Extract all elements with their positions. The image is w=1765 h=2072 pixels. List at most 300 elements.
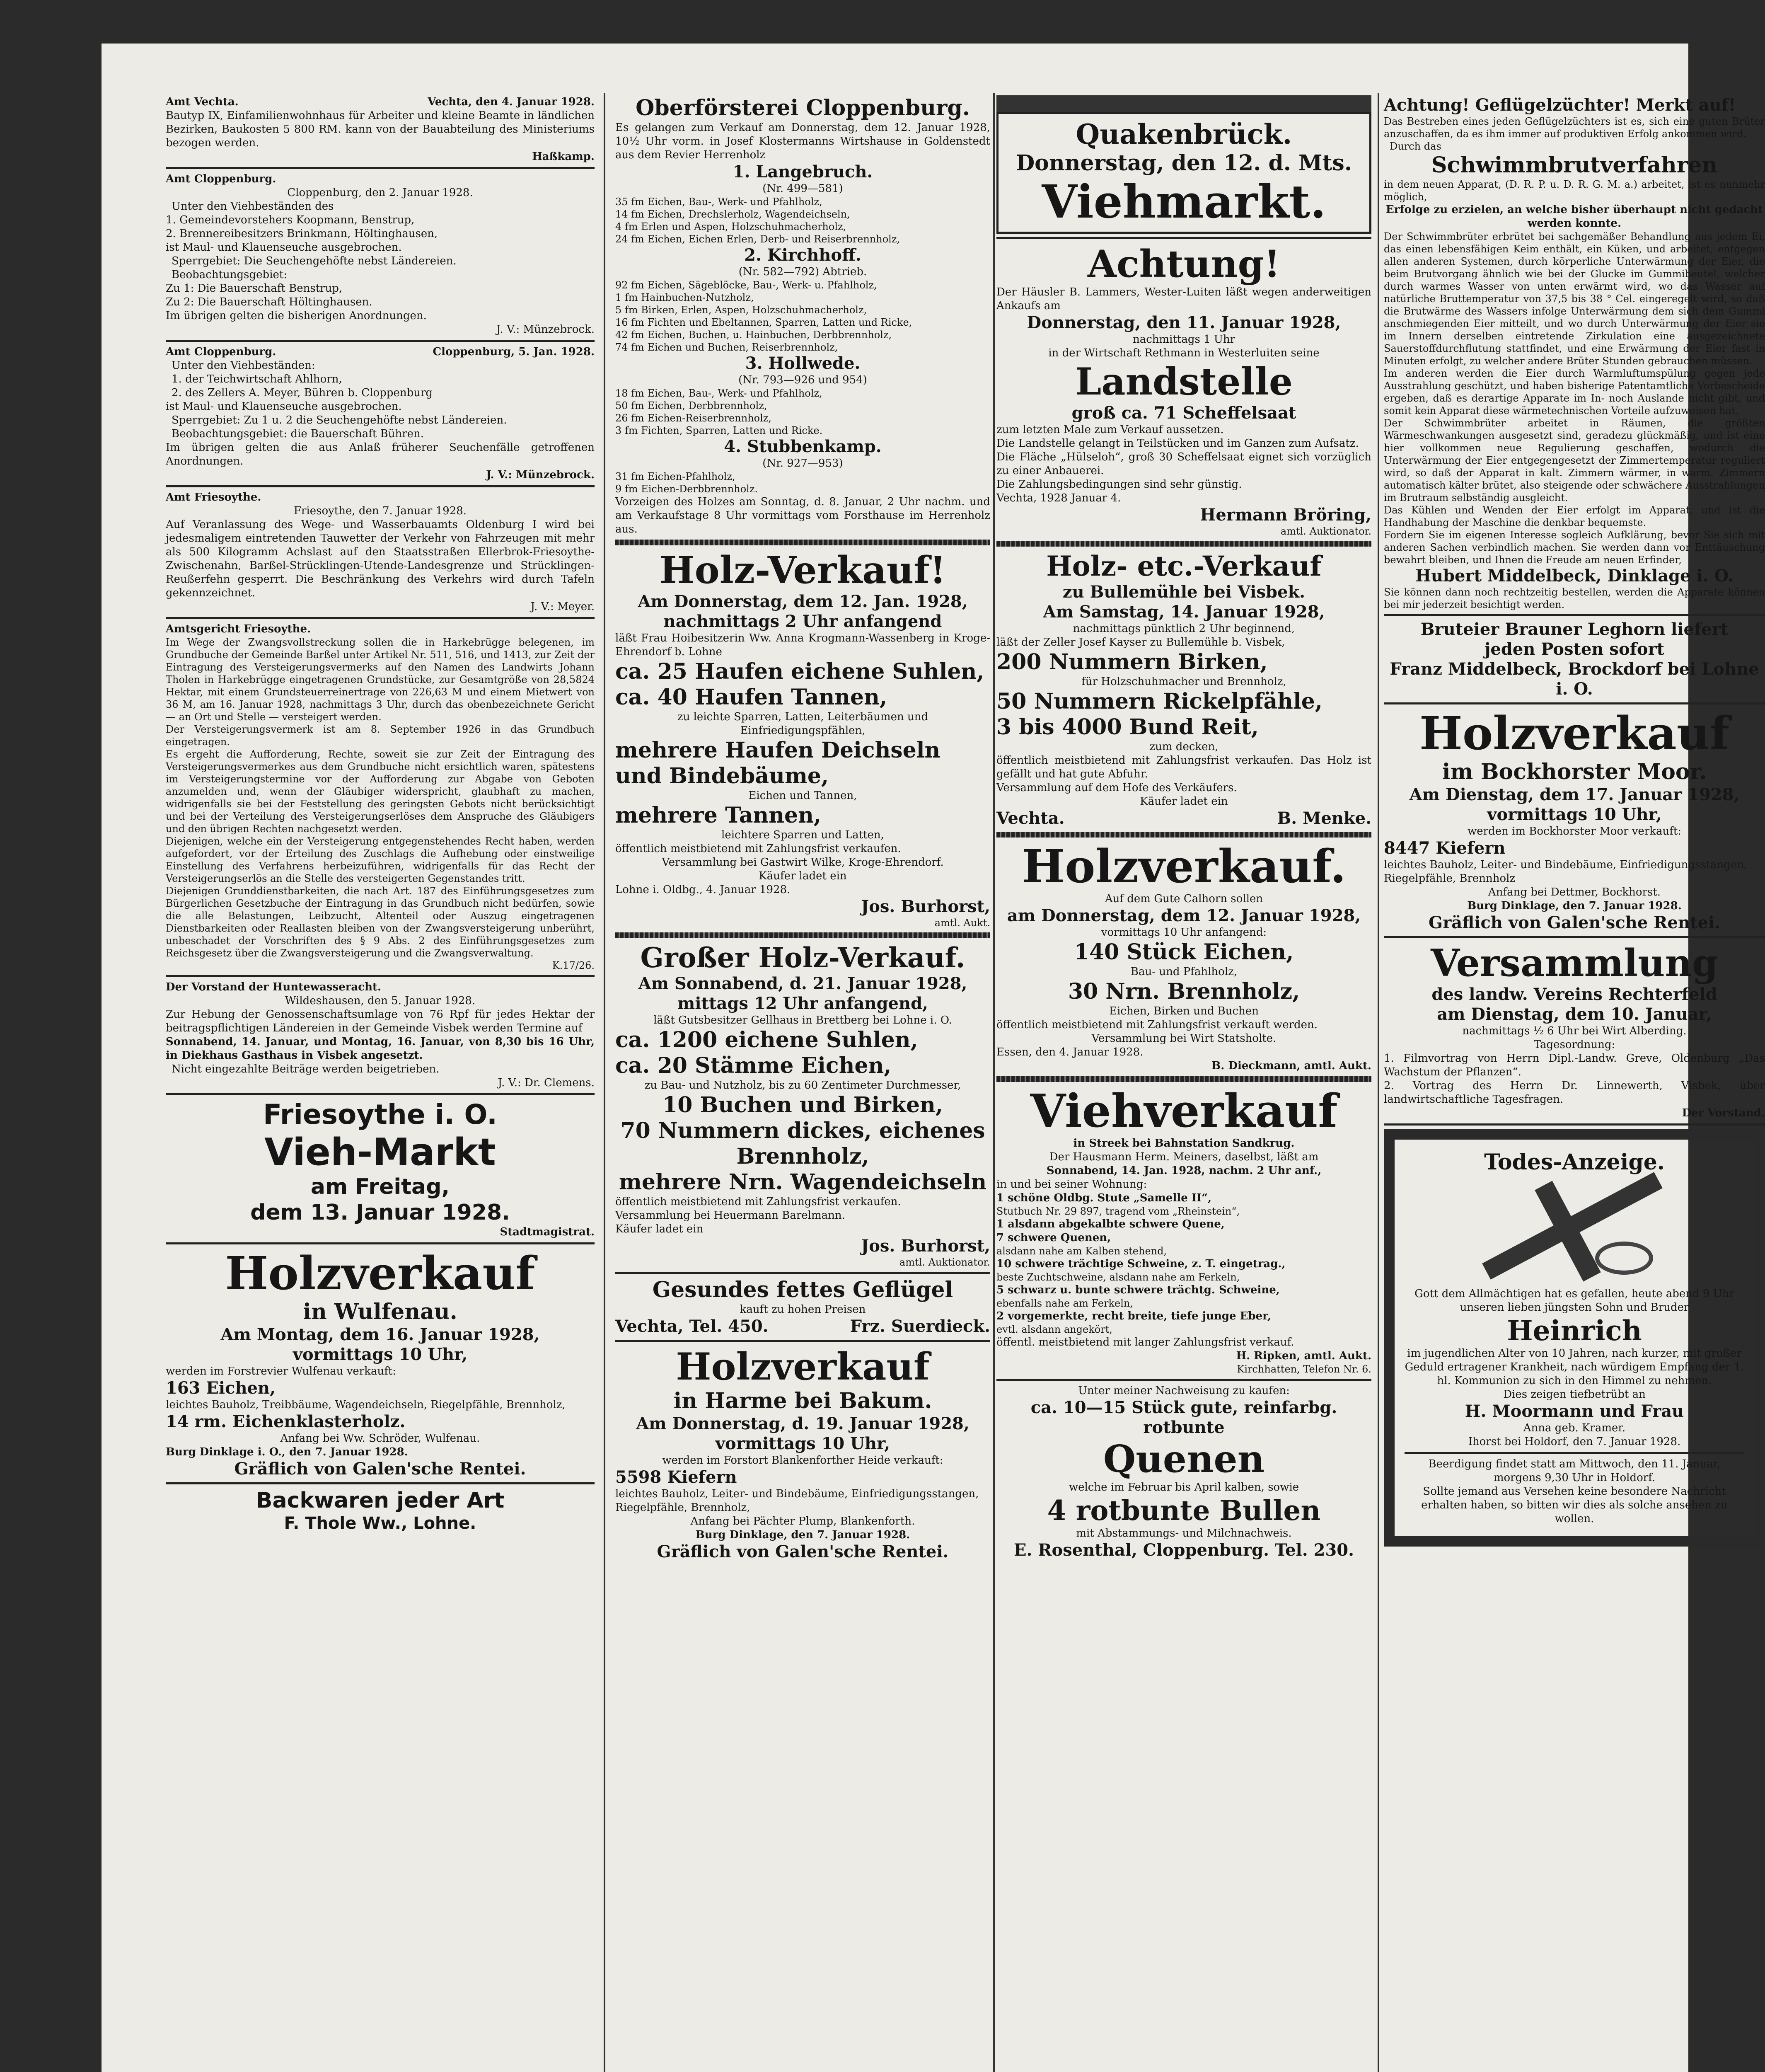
ad-signature: Gräflich von Galen'sche Rentei.: [1429, 913, 1720, 932]
ad-date: am Dienstag, dem 10. Januar,: [1437, 1005, 1712, 1024]
ad-text: werden im Forstort Blankenforther Heide verkauft:: [662, 1454, 943, 1467]
ad-title: Holzverkauf.: [1022, 840, 1346, 893]
ad-text: Versammlung bei Wirt Statsholte.: [1091, 1032, 1277, 1045]
ad-line: 9 fm Eichen-Derbbrennholz.: [615, 483, 758, 495]
ad-signature: Franz Middelbeck, Brockdorf bei Lohne i. O.: [1390, 659, 1759, 699]
ad-signature: Jos. Burhorst,: [861, 1236, 990, 1256]
ad-title: Quenen: [1103, 1437, 1265, 1481]
ad-item-detail: ebenfalls nahe am Ferkeln,: [996, 1297, 1133, 1309]
ad-item-detail: leichtere Sparren und Latten,: [721, 829, 884, 841]
notice-date: Cloppenburg, 5. Jan. 1928.: [433, 346, 595, 358]
notice-huntewasseracht: [166, 980, 595, 1090]
ad-subhead: 1. Langebruch.: [733, 162, 873, 182]
ad-versammlung: [1384, 942, 1765, 1120]
ad-text: öffentl. meistbietend mit langer Zahlungsfrist verkauf.: [996, 1336, 1294, 1348]
ad-signature: Gräflich von Galen'sche Rentei.: [657, 1542, 949, 1561]
ad-name: Heinrich: [1507, 1314, 1642, 1347]
divider: [166, 1242, 595, 1244]
ad-text: Käufer ladet ein: [1140, 795, 1228, 808]
ad-title: Schwimmbrutverfahren: [1431, 152, 1717, 178]
ad-item: 140 Stück Eichen,: [1074, 939, 1294, 965]
ad-text: Das Bestreben eines jeden Geflügelzüchters ist es, sich eine guten Brüter anzuschaffen, da es ihm immer auf produktiven Erfolg ankommen wird.: [1384, 116, 1765, 140]
ad-title: Holzverkauf: [676, 1345, 930, 1389]
ad-place: im Bockhorster Moor.: [1442, 759, 1707, 784]
ad-text: zum letzten Male zum Verkauf aussetzen.: [996, 424, 1224, 436]
ad-date: Burg Dinklage i. O., den 7. Januar 1928.: [166, 1446, 408, 1458]
newspaper-page: [102, 44, 1765, 2072]
ad-text: Fordern Sie im eigenen Interesse sogleich Aufklärung, bevor Sie sich mit anderen Sachen verbindlich machen. Sie werden dann vor Enttäuschung bewahrt bleiben, und Ihnen die Freude am neuen Erfinder,: [1384, 529, 1765, 566]
ad-signature: E. Rosenthal, Cloppenburg. Tel. 230.: [1013, 1540, 1354, 1560]
ad-text: Der Häusler B. Lammers, Wester-Luiten läßt wegen anderweitigen Ankaufs am: [996, 286, 1371, 312]
ad-signature-title: amtl. Auktionator.: [1280, 525, 1371, 537]
ad-signature: Gräflich von Galen'sche Rentei.: [234, 1459, 526, 1479]
ad-quakenbrueck-viehmarkt: [996, 112, 1371, 234]
ad-holzverkauf-harme: [615, 1345, 990, 1562]
ad-title: Bruteier Brauner Leghorn liefert: [1420, 620, 1729, 639]
ad-viehverkauf: [996, 1085, 1371, 1375]
ad-text: Durch das: [1390, 140, 1441, 152]
notice-text: Nicht eingezahlte Beiträge werden beigetrieben.: [172, 1063, 440, 1075]
ad-signature: Hermann Bröring,: [1200, 505, 1371, 525]
notice-date: Vechta, den 4. Januar 1928.: [428, 96, 595, 108]
ad-time: nachmittags 1 Uhr: [1132, 333, 1236, 346]
notice-text: Diejenigen, welche ein der Versteigerung entgegenstehendes Recht haben, werden aufgefordert, vor der Erteilung des Zuschlags die Aufhebung oder einstweilige Einstellung des Verfahrens herbeizuführen, widrigenfalls für das Recht der Versteigerungserlös an die Stelle des versteigerten Gegenstandes tritt.: [166, 835, 595, 884]
ad-subhead: 3. Hollwede.: [745, 353, 861, 373]
ad-contact: Vechta, Tel. 450.: [615, 1317, 769, 1336]
ad-text: Versammlung bei Gastwirt Wilke, Kroge-Ehrendorf.: [662, 856, 944, 869]
ad-item: 5 schwarz u. bunte schwere trächtg. Schweine,: [996, 1284, 1280, 1296]
ad-signature: Frz. Suerdieck.: [850, 1317, 990, 1336]
ad-title: Backwaren jeder Art: [256, 1488, 505, 1513]
divider: [615, 540, 990, 545]
notice-text: Unter den Viehbeständen:: [172, 359, 315, 372]
ad-line: 42 fm Eichen, Buchen, u. Hainbuchen, Derbbrennholz,: [615, 329, 892, 341]
notice-line: Sperrgebiet: Zu 1 u. 2 die Seuchengehöfte nebst Ländereien.: [172, 414, 507, 426]
ad-grosser-holz-verkauf: [615, 942, 990, 1268]
notice-line: 2. des Zellers A. Meyer, Bühren b. Cloppenburg: [172, 387, 433, 399]
divider: [996, 237, 1371, 239]
ad-signature: Der Vorstand.: [1682, 1107, 1765, 1119]
notice-signature: J. V.: Meyer.: [530, 600, 595, 613]
ad-time: vormittags 10 Uhr,: [293, 1345, 468, 1364]
ad-item: 2 vorgemerkte, recht breite, tiefe junge Eber,: [996, 1310, 1272, 1322]
ad-text: öffentlich meistbietend mit Zahlungsfrist verkaufen.: [615, 1196, 901, 1208]
ad-text: Im anderen werden die Eier durch Warmluftumspülung gegen jede Ausstrahlung geschützt, und haben bisherige Patentamtliche Vorbescheide ergeben, daß es derartige Apparate im In- noch Auslande nicht gibt, und somit kein Apparat diese wärmetechnischen Vorteile aufzuweisen hat.: [1384, 368, 1765, 416]
ad-holzverkauf-bockhorst: [1384, 708, 1765, 933]
ad-item-detail: für Holzschuhmacher und Brennholz,: [1081, 675, 1286, 688]
ad-text: kauft zu hohen Preisen: [740, 1303, 866, 1316]
ad-line: 31 fm Eichen-Pfahlholz,: [615, 471, 735, 482]
ad-date: dem 13. Januar 1928.: [250, 1200, 510, 1225]
column-rule: [993, 93, 995, 2072]
ad-item: 10 Buchen und Birken,: [662, 1092, 943, 1118]
ad-text: Anfang bei Pächter Plump, Blankenforth.: [690, 1515, 915, 1527]
ad-title: Viehmarkt.: [1042, 175, 1326, 228]
notice-line: Zu 2: Die Bauerschaft Höltinghausen.: [166, 296, 372, 308]
ad-text: öffentlich meistbietend mit Zahlungsfrist verkaufen. Das Holz ist gefällt und hat gute Abfuhr.: [996, 754, 1371, 780]
notice-text: Zur Hebung der Genossenschaftsumlage von 76 Rpf für jedes Hektar der beitragspflichtigen Ländereien in der Gemeinde Visbek werden Termine auf: [166, 1008, 595, 1034]
ad-place: in Streek bei Bahnstation Sandkrug.: [1073, 1137, 1295, 1150]
notice-line: 2. Brennereibesitzers Brinkmann, Höltinghausen,: [166, 228, 438, 240]
ad-time: nachmittags ½ 6 Uhr bei Wirt Alberding.: [1462, 1025, 1687, 1037]
ad-line: 18 fm Eichen, Bau-, Werk- und Pfahlholz,: [615, 387, 822, 399]
ad-time: vormittags 10 Uhr anfangend:: [1101, 926, 1267, 939]
ad-item: 1 alsdann abgekalbte schwere Quene,: [996, 1218, 1225, 1230]
ad-title: 4 rotbunte Bullen: [1047, 1494, 1321, 1527]
ad-text: werden im Bockhorster Moor verkauft:: [1467, 825, 1682, 838]
ad-title: Achtung!: [1088, 242, 1280, 286]
ad-text: Vorzeigen des Holzes am Sonntag, d. 8. Januar, 2 Uhr nachm. und am Verkaufstage 8 Uhr vormittags vom Forsthause im Herrenholz aus.: [615, 496, 990, 535]
ad-oberfoersterei: [615, 95, 990, 536]
notice-text: Der Versteigerungsvermerk ist am 8. September 1926 in das Grundbuch eingetragen.: [166, 724, 595, 748]
ad-text: öffentlich meistbietend mit Zahlungsfrist verkauft werden.: [996, 1019, 1318, 1031]
notice-line: ist Maul- und Klauenseuche ausgebrochen.: [166, 241, 402, 254]
ad-line: 16 fm Fichten und Ebeltannen, Sparren, Latten und Ricke,: [615, 317, 912, 328]
ad-item-detail: zum decken,: [1149, 741, 1219, 753]
notice-heading: Amtsgericht Friesoythe.: [166, 623, 311, 635]
ad-item: 200 Nummern Birken,: [996, 649, 1268, 675]
ad-time: vormittags 10 Uhr,: [715, 1434, 890, 1453]
ad-text: Anfang bei Dettmer, Bockhorst.: [1488, 886, 1661, 898]
ad-title: Todes-Anzeige.: [1484, 1150, 1665, 1175]
divider: [996, 541, 1371, 547]
notice-text: Im Wege der Zwangsvollstreckung sollen die in Harkebrügge belegenen, im Grundbuche der Gemeinde Barßel unter Artikel Nr. 511, 516, und 1413, zur Zeit der Eintragung des Versteigerungsvermerks auf den Namen des Landwirts Johann Tholen in Harkebrügge eingetragenen Grundstücke, zur Gesamtgröße von 28,5824 Hektar, mit einem Grundsteuerreinertrage von 226,63 M und einem Mietwert von 36 M, am 16. Januar 1928, nachmittags 3 Uhr, durch das obenbezeichnete Gericht — an Ort und Stelle — versteigert werden.: [166, 637, 595, 723]
ad-title: Holz-Verkauf!: [659, 548, 946, 592]
ad-date: Essen, den 4. Januar 1928.: [996, 1046, 1144, 1058]
ad-backwaren: [166, 1488, 595, 1533]
ad-line: 74 fm Eichen und Buchen, Reiserbrennholz,: [615, 341, 838, 353]
divider: [1384, 702, 1765, 704]
notice-date: Wildeshausen, den 5. Januar 1928.: [285, 995, 476, 1007]
ad-numbers: (Nr. 927—953): [762, 457, 843, 470]
notice-text: Bautyp IX, Einfamilienwohnhaus für Arbeiter und kleine Beamte in ländlichen Bezirken, Baukosten 5 800 RM. kann von der Bauabteilung des Ministeriums bezogen werden.: [166, 109, 595, 149]
ad-date: Am Dienstag, dem 17. Januar 1928,: [1409, 785, 1740, 804]
notice-text: Auf Veranlassung des Wege- und Wasserbauamts Oldenburg I wird bei jedesmaligem eintretenden Tauwetter der Verkehr von Fahrzeugen mit mehr als 500 Kilogramm Achslast auf den Staatsstraßen Ellerbrok-Friesoythe-Zwischenahn, Barßel-Strücklingen-Utende-Landesgrenze und Strücklingen-Reußerfehn gesperrt. Die Beschränkung des Verkehrs wird durch Tafeln gekennzeichnet.: [166, 518, 595, 599]
ad-holz-etc-verkauf: [996, 550, 1371, 828]
ad-date: Donnerstag, den 11. Januar 1928,: [1027, 313, 1341, 332]
ad-item: 1 schöne Oldbg. Stute „Samelle II“,: [996, 1192, 1212, 1204]
ad-subhead: Tagesordnung:: [1533, 1038, 1615, 1051]
notice-signature: J. V.: Münzebrock.: [496, 323, 595, 336]
ad-numbers: (Nr. 499—581): [762, 182, 843, 195]
ad-signature: Jos. Burhorst,: [861, 897, 990, 916]
ad-item-detail: Eichen, Birken und Buchen: [1109, 1005, 1259, 1017]
ad-todes-anzeige: [1384, 1129, 1765, 1547]
ad-item-detail: beste Zuchtschweine, alsdann nahe am Ferkeln,: [996, 1271, 1240, 1283]
ad-signature-title: amtl. Auktionator.: [899, 1256, 990, 1268]
ad-holzverkauf-calhorn: [996, 841, 1371, 1073]
ad-text: in dem neuen Apparat, (D. R. P. u. D. R. G. M. a.) arbeitet, ist es nunmehr möglich,: [1384, 179, 1765, 203]
ad-item: 50 Nummern Rickelpfähle,: [996, 689, 1323, 714]
ad-date: Am Donnerstag, d. 19. Januar 1928,: [636, 1414, 970, 1433]
ad-heading: Achtung! Geflügelzüchter! Merkt auf!: [1384, 95, 1736, 115]
divider: [996, 1076, 1371, 1082]
notice-amt-cloppenburg-1: [166, 172, 595, 336]
ad-date: am Freitag,: [310, 1174, 450, 1199]
ad-text: jeden Posten sofort: [1484, 639, 1665, 659]
ad-date: Am Montag, dem 16. Januar 1928,: [220, 1325, 540, 1344]
ad-title: Großer Holz-Verkauf.: [640, 942, 965, 974]
notice-signature: J. V.: Münzebrock.: [486, 469, 595, 481]
ad-text: läßt Gutsbesitzer Gellhaus in Brettberg bei Lohne i. O.: [653, 1014, 952, 1026]
ad-date: Burg Dinklage, den 7. Januar 1928.: [695, 1529, 910, 1541]
ad-item-detail: zu leichte Sparren, Latten, Leiterbäumen und Einfriedigungspfählen,: [677, 711, 928, 737]
ad-text: Sie können dann noch rechtzeitig bestellen, werden die Apparate können bei mir jederzeit besichtigt werden.: [1384, 586, 1765, 610]
column-3: [996, 95, 1371, 2072]
ad-time: nachmittags pünktlich 2 Uhr beginnend,: [1073, 622, 1295, 635]
ad-text: Gott dem Allmächtigen hat es gefallen, heute abend 9 Uhr unseren lieben jüngsten Sohn und Bruder: [1414, 1288, 1734, 1314]
ad-signature: F. Thole Ww., Lohne.: [284, 1514, 476, 1533]
notice-signature: Haßkamp.: [532, 150, 595, 163]
ad-date: Am Donnerstag, dem 12. Jan. 1928,: [638, 592, 968, 611]
notice-line: Beobachtungsgebiet:: [172, 269, 288, 281]
notice-date: Friesoythe, den 7. Januar 1928.: [293, 505, 467, 517]
ad-text: Die Landstelle gelangt in Teilstücken und im Ganzen zum Aufsatz.: [996, 437, 1359, 450]
ad-item: mehrere Tannen,: [615, 803, 821, 828]
divider: [1384, 936, 1765, 938]
divider: [166, 975, 595, 977]
notice-text: Diejenigen Grunddienstbarkeiten, die nach Art. 187 des Einführungsgesetzes zum Bürgerlichen Gesetzbuche der Eintragung in das Grundbuch nicht bedürfen, sowie die alle Belastungen, Leibzucht, Altenteil oder Auszug eingetragenen Dienstbarkeiten oder Reallasten bleiben von der Zwangsversteigerung unberührt, unbeschadet der Vorschriften des § 9 Abs. 2 des Einführungsgesetzes zum Reichsgesetz über die Zwangsversteigerung und die Zwangsverwaltung.: [166, 885, 595, 959]
ad-date: Vechta, 1928 Januar 4.: [996, 492, 1121, 504]
ad-line: 26 fm Eichen-Reiserbrennholz,: [615, 412, 772, 424]
ad-item-detail: leichtes Bauholz, Leiter- und Bindebäume, Einfriedigungsstangen, Riegelpfähle, Brennholz: [1384, 859, 1748, 885]
ad-place: Vechta.: [996, 808, 1065, 828]
ad-text: Versammlung auf dem Hofe des Verkäufers.: [996, 782, 1237, 794]
ad-date: am Donnerstag, dem 12. Januar 1928,: [1007, 906, 1361, 925]
ad-title: Gesundes fettes Geflügel: [652, 1277, 953, 1302]
ad-text: läßt der Zeller Josef Kayser zu Bullemühle b. Visbek,: [996, 636, 1285, 649]
ad-line: 5 fm Birken, Erlen, Aspen, Holzschuhmacherholz,: [615, 304, 867, 316]
ad-highlight: Erfolge zu erzielen, an welche bisher überhaupt nicht gedacht werden konnte.: [1385, 203, 1763, 230]
ad-item: 10 schwere trächtige Schweine, z. T. eingetrag.,: [996, 1258, 1286, 1270]
divider: [166, 1482, 595, 1484]
ad-signature: Hubert Middelbeck, Dinklage i. O.: [1415, 566, 1734, 586]
ad-signature: B. Menke.: [1277, 808, 1371, 828]
column-rule: [1378, 93, 1379, 2072]
ad-item: 163 Eichen,: [166, 1378, 276, 1398]
ad-date: Ihorst bei Holdorf, den 7. Januar 1928.: [1468, 1435, 1681, 1448]
ad-time: mittags 12 Uhr anfangend,: [677, 994, 928, 1013]
notice-heading: Amt Cloppenburg.: [166, 173, 276, 185]
ad-numbers: (Nr. 582—792) Abtrieb.: [738, 266, 867, 278]
ad-text: Der Schwimmbrüter arbeitet in Räumen, die größten Wärmeschwankungen ausgesetzt sind, geradezu glückmäßig, und ist eine hier vollkommen neue Regulierung geschaffen, wodurch die Unterwärmung der Eier entgegengesetzt der Zimmertemperatur reguliert wird, so daß der Apparat in kalt. Zimmern wärmer, in warm. Zimmern automatisch kälter brütet, also steigende oder schwächere Ausstrahlungen im Brutraum selbständig ausgleicht.: [1384, 417, 1765, 503]
notice-heading: Amt Friesoythe.: [166, 491, 261, 503]
ad-item: 5598 Kiefern: [615, 1467, 737, 1487]
ad-date: Lohne i. Oldbg., 4. Januar 1928.: [615, 884, 791, 896]
ad-line: 24 fm Eichen, Eichen Erlen, Derb- und Reiserbrennholz,: [615, 233, 900, 245]
ad-title: Versammlung: [1431, 941, 1718, 985]
notice-reference: K.17/26.: [552, 960, 595, 971]
ad-date: Am Sonnabend, d. 21. Januar 1928,: [638, 974, 967, 993]
ad-date: Donnerstag, den 12. d. Mts.: [1016, 150, 1352, 176]
notice-amt-vechta: [166, 95, 595, 164]
ad-subhead: 4. Stubbenkamp.: [724, 437, 882, 456]
ad-line: 4 fm Erlen und Aspen, Holzschuhmacherholz,: [615, 221, 846, 232]
ad-title: Viehverkauf: [1030, 1084, 1338, 1138]
ad-agenda-item: 2. Vortrag des Herrn Dr. Linnewerth, Visbek, über landwirtschaftliche Tagesfragen.: [1384, 1080, 1765, 1106]
ad-subhead: 2. Kirchhoff.: [744, 245, 861, 265]
ad-text: Sollte jemand aus Versehen keine besondere Nachricht erhalten haben, so bitten wir dies als solche ansehen zu wollen.: [1421, 1485, 1728, 1525]
divider: [615, 1272, 990, 1274]
ad-item: 30 Nrn. Brennholz,: [1068, 979, 1300, 1004]
ad-signature: H. Ripken, amtl. Aukt.: [1236, 1350, 1371, 1362]
ad-text: Die Fläche „Hülseloh“, groß 30 Scheffelsaat eignet sich vorzüglich zu einer Anbauerei.: [996, 451, 1371, 477]
divider: [996, 1379, 1371, 1381]
ad-place: zu Bullemühle bei Visbek.: [1062, 582, 1306, 602]
divider: [1384, 614, 1765, 616]
divider: [166, 167, 595, 169]
notice-amt-cloppenburg-2: [166, 345, 595, 482]
ad-text: Unter meiner Nachweisung zu kaufen:: [1078, 1385, 1290, 1397]
notice-line: Im übrigen gelten die bisherigen Anordnungen.: [166, 310, 427, 322]
ad-gefluegel: [615, 1277, 990, 1336]
ad-bruteier-leghorn: [1384, 620, 1765, 699]
notice-amtsgericht: [166, 622, 595, 972]
notice-text: Sonnabend, 14. Januar, und Montag, 16. Januar, von 8,30 bis 16 Uhr, in Diekhaus Gasthaus in Visbek angesetzt.: [166, 1036, 595, 1062]
column-rule: [604, 93, 605, 2072]
ad-item-detail: evtl. alsdann angekört,: [996, 1324, 1112, 1335]
column-1: [166, 95, 595, 2072]
ad-place: in Harme bei Bakum.: [673, 1388, 932, 1414]
ad-friesoythe-viehmarkt: [166, 1099, 595, 1239]
ad-text: Käufer ladet ein: [759, 870, 847, 882]
ad-line: 3 fm Fichten, Sparren, Latten und Ricke.: [615, 425, 823, 436]
ad-place: Quakenbrück.: [1076, 118, 1292, 150]
ad-title: Oberförsterei Cloppenburg.: [636, 95, 970, 121]
ad-line: 35 fm Eichen, Bau-, Werk- und Pfahlholz,: [615, 196, 822, 208]
notice-amt-friesoythe: [166, 491, 595, 614]
ad-item: ca. 40 Haufen Tannen,: [615, 685, 887, 710]
ad-title: Vieh-Markt: [264, 1130, 496, 1174]
divider: [166, 485, 595, 487]
notice-heading: Amt Vechta.: [166, 96, 239, 108]
cross-icon: [1458, 1179, 1690, 1283]
ad-signature-title: amtl. Aukt.: [934, 917, 990, 929]
ad-item: ca. 25 Haufen eichene Suhlen,: [615, 659, 984, 684]
ad-line: 50 fm Eichen, Derbbrennholz,: [615, 400, 767, 411]
ad-quenen-bullen: [996, 1384, 1371, 1560]
ad-place: in Wulfenau.: [303, 1299, 457, 1324]
column-4: [1384, 95, 1765, 2072]
ad-text: in und bei seiner Wohnung:: [996, 1178, 1147, 1191]
ad-agenda-item: 1. Filmvortrag von Herrn Dipl.-Landw. Greve, Oldenburg „Das Wachstum der Pflanzen“.: [1384, 1052, 1765, 1078]
ad-holzverkauf-wulfenau: [166, 1248, 595, 1479]
ad-item: 8447 Kiefern: [1384, 838, 1506, 858]
ad-item-detail: groß ca. 71 Scheffelsaat: [1071, 403, 1296, 423]
ad-date: Sonnabend, 14. Jan. 1928, nachm. 2 Uhr anf.,: [1046, 1164, 1322, 1177]
ad-item-detail: Stutbuch Nr. 29 897, tragend vom „Rheinstein“,: [996, 1205, 1240, 1217]
notice-line: Zu 1: Die Bauerschaft Benstrup,: [166, 282, 343, 295]
ad-holz-verkauf-kroge: [615, 549, 990, 929]
ad-item-detail: zu Bau- und Nutzholz, bis zu 60 Zentimeter Durchmesser,: [644, 1079, 961, 1092]
divider: [166, 340, 595, 342]
divider: [615, 932, 990, 938]
ad-text: mit Abstammungs- und Milchnachweis.: [1076, 1527, 1292, 1539]
notice-heading: Der Vorstand der Huntewasseracht.: [166, 981, 382, 993]
notice-line: Im übrigen gelten die aus Anlaß früherer Seuchenfälle getroffenen Anordnungen.: [166, 441, 595, 467]
ad-text: Beerdigung findet statt am Mittwoch, den 11. Januar, morgens 9,30 Uhr in Holdorf.: [1428, 1458, 1721, 1484]
ad-achtung-landstelle: [996, 242, 1371, 537]
ad-text: im jugendlichen Alter von 10 Jahren, nach kurzer, mit großer Geduld ertragener Krankheit, nach würdigem Empfang der 1. hl. Kommunion zu sich in den Himmel zu nehmen.: [1405, 1347, 1744, 1387]
ad-text: läßt Frau Hoibesitzerin Ww. Anna Krogmann-Wassenberg in Kroge-Ehrendorf b. Lohne: [615, 632, 990, 658]
ad-text: in der Wirtschaft Rethmann in Westerluiten seine: [1048, 347, 1320, 359]
ad-text: Käufer ladet ein: [615, 1223, 704, 1235]
ad-item: 14 rm. Eichenklasterholz.: [166, 1412, 406, 1431]
ad-line: 1 fm Hainbuchen-Nutzholz,: [615, 292, 754, 303]
ad-signature: B. Dieckmann, amtl. Aukt.: [1211, 1060, 1371, 1072]
ad-signature-detail: Anna geb. Kramer.: [1523, 1422, 1626, 1434]
ad-text: Auf dem Gute Calhorn sollen: [1105, 893, 1263, 905]
ad-text: Der Schwimmbrüter erbrütet bei sachgemäßer Behandlung aus jedem Ei, das einen lebensfähigen Keim enthält, ein Küken, und arbeitet, entgegen allen anderen Systemen, durch körperliche Unterwärmung der Eier, die beim Brutvorgang ähnlich wie bei der Glucke im Gummibeutel, welcher durch warmes Wasser von unten erwärmt wird, wo das Wasser auf natürliche Bruttemperatur von 37,5 bis 38 ° Cel. eingeregelt wird, so daß die Brutwärme des Wassers infolge Unterwärmung dem sich dem Gummi anschmiegenden Eier mitteilt, und wo durch Unterwärmung der Eier sie im Innern derselben eintretende Zirkulation eine ausgezeichnete Sauerstoffdurchflutung stattfindet, und eine Erwärmung der Eier fast in Minuten erfolgt, zu welcher andere Brüter Stunden gebrauchen müssen.: [1384, 231, 1765, 367]
ad-title: Holz- etc.-Verkauf: [1046, 550, 1322, 582]
notice-line: 1. der Teichwirtschaft Ahlhorn,: [172, 373, 342, 385]
ad-item: ca. 10—15 Stück gute, reinfarbg. rotbunte: [1030, 1398, 1337, 1437]
ad-text: Der Hausmann Herm. Meiners, daselbst, läßt am: [1049, 1151, 1319, 1163]
ad-item-detail: leichtes Bauholz, Leiter- und Bindebäume, Einfriedigungsstangen, Riegelpfähle, Brennholz,: [615, 1488, 979, 1514]
ad-text: Das Kühlen und Wenden der Eier erfolgt im Apparat, und ist die Handhabung der Maschine die denkbar bequemste.: [1384, 504, 1765, 528]
divider: [996, 832, 1371, 838]
ad-text: Anfang bei Ww. Schröder, Wulfenau.: [280, 1432, 480, 1445]
divider: [166, 617, 595, 619]
ad-schwimmbrutverfahren: [1384, 95, 1765, 611]
notice-heading: Amt Cloppenburg.: [166, 346, 276, 358]
black-bar: [996, 95, 1371, 112]
ad-text: öffentlich meistbietend mit Zahlungsfrist verkaufen.: [615, 842, 901, 855]
ad-subtitle: des landw. Vereins Rechterfeld: [1431, 985, 1717, 1004]
ad-title: Holzverkauf: [1419, 707, 1730, 760]
column-2: [615, 95, 990, 2072]
notice-line: Sperrgebiet: Die Seuchengehöfte nebst Ländereien.: [172, 255, 457, 267]
ad-item-detail: Eichen und Tannen,: [748, 789, 857, 802]
ad-item: 70 Nummern dickes, eichenes Brennholz,: [620, 1118, 985, 1169]
ad-numbers: (Nr. 793—926 und 954): [738, 374, 867, 386]
ad-title: Holzverkauf: [225, 1247, 535, 1300]
notice-text: Unter den Viehbeständen des: [172, 200, 334, 213]
ad-item: 7 schwere Quenen,: [996, 1232, 1111, 1244]
ad-item-detail: alsdann nahe am Kalben stehend,: [996, 1245, 1167, 1257]
divider: [615, 1340, 990, 1342]
ad-item: ca. 1200 eichene Suhlen,: [615, 1027, 918, 1053]
ad-text: werden im Forstrevier Wulfenau verkauft:: [166, 1365, 397, 1377]
divider: [166, 1093, 595, 1095]
ad-time: vormittags 10 Uhr,: [1487, 805, 1662, 824]
ad-item: 3 bis 4000 Bund Reit,: [996, 714, 1259, 740]
ad-place: Friesoythe i. O.: [263, 1099, 498, 1130]
ad-date: Am Samstag, 14. Januar 1928,: [1043, 602, 1325, 622]
ad-signature: H. Moormann und Frau: [1465, 1402, 1684, 1421]
ad-item-detail: Bau- und Pfahlholz,: [1130, 966, 1238, 978]
notice-line: ist Maul- und Klauenseuche ausgebrochen.: [166, 400, 402, 413]
ad-date: Burg Dinklage, den 7. Januar 1928.: [1467, 900, 1682, 912]
ad-text: Die Zahlungsbedingungen sind sehr günstig.: [996, 478, 1242, 491]
ad-item: mehrere Nrn. Wagendeichseln: [619, 1169, 987, 1195]
ad-item: ca. 20 Stämme Eichen,: [615, 1053, 892, 1078]
ad-line: 92 fm Eichen, Sägeblöcke, Bau-, Werk- u. Pfahlholz,: [615, 279, 877, 291]
notice-signature: J. V.: Dr. Clemens.: [498, 1077, 595, 1089]
ad-item-detail: leichtes Bauholz, Treibbäume, Wagendeichseln, Riegelpfähle, Brennholz,: [166, 1399, 566, 1411]
ad-text: Es gelangen zum Verkauf am Donnerstag, dem 12. Januar 1928, 10½ Uhr vorm. in Josef Klostermanns Wirtshause in Goldenstedt aus dem Revier Herrenholz: [615, 121, 990, 161]
ad-signature: Stadtmagistrat.: [500, 1226, 595, 1238]
divider: [1405, 1452, 1744, 1454]
ad-line: 14 fm Eichen, Drechslerholz, Wagendeichseln,: [615, 208, 850, 220]
notice-date: Cloppenburg, den 2. Januar 1928.: [287, 186, 473, 199]
ad-item: Landstelle: [1075, 360, 1293, 404]
ad-contact: Kirchhatten, Telefon Nr. 6.: [1237, 1363, 1371, 1375]
ad-text: Dies zeigen tiefbetrübt an: [1503, 1388, 1646, 1401]
divider: [1384, 1123, 1765, 1126]
notice-line: Beobachtungsgebiet: die Bauerschaft Bühren.: [172, 428, 424, 440]
ad-text: welche im Februar bis April kalben, sowie: [1069, 1481, 1299, 1493]
